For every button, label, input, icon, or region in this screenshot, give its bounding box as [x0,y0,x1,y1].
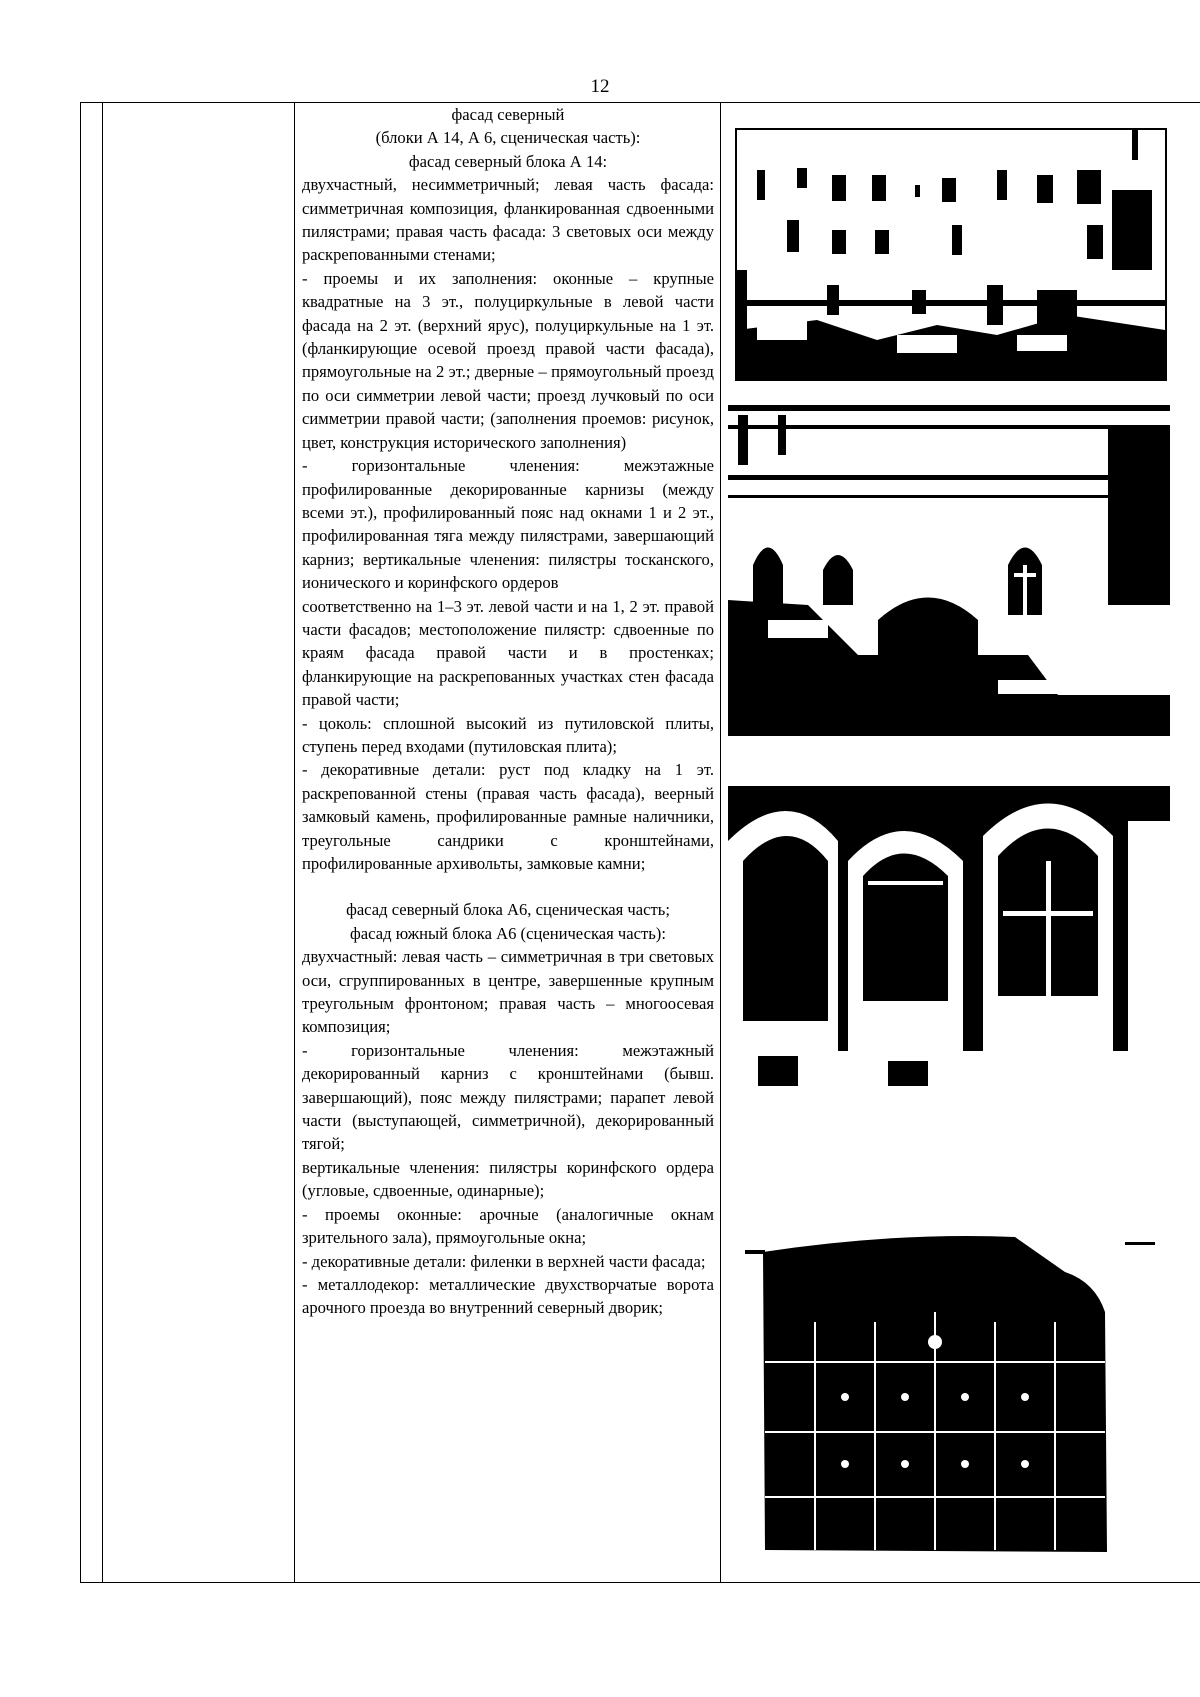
section-heading: фасад северный блока А 14: [408,151,608,171]
paragraph: - металлодекор: металлические двухстворчатые ворота арочного проезда во внутренний северный дворик; [302,1274,714,1318]
paragraph: соответственно на 1–3 эт. левой части и на 1, 2 эт. правой части фасадов; местоположение пилястр: сдвоенные по краям фасада правой части и в простенках; фланкирующие на раскрепованных участках стен фасада правой части; [302,596,714,710]
column-divider [720,102,721,1583]
paragraph: вертикальные членения: пилястры коринфского ордера (угловые, сдвоенные, одинарные); [302,1157,714,1201]
page-number: 12 [590,76,610,97]
facade-photo [735,128,1167,381]
section-heading: фасад северный [451,105,565,124]
paragraph: - горизонтальные членения: межэтажные профилированные декорированные карнизы (между всеми эт.), профилированный пояс над окнами 1 и 2 эт., профилированная тяга между пилястрами, завершающий карниз; вертикальные членения: пилястры тосканского, ионического и коринфского ордеров [302,456,714,593]
column-divider [294,102,295,1583]
section-heading: фасад северный блока А6, сценическая часть; [346,900,670,920]
paragraph: - проемы оконные: арочные (аналогичные окнам зрительного зала), прямоугольные окна; [302,1204,714,1248]
paragraph: - горизонтальные членения: межэтажный декорированный карниз с кронштейнами (бывш. завершающий), пояс между пилястрами; парапет левой части (выступающей, симметричной), декорированный тягой; [302,1040,714,1154]
column-divider [102,102,103,1583]
paragraph: - проемы и их заполнения: оконные – крупные квадратные на 3 эт., полуциркульные в левой части фасада на 2 эт. (верхний ярус), полуциркульные на 1 эт. (фланкирующие осевой проезд правой части фасада), прямоугольные на 2 эт.; дверные – прямоугольный проезд по оси симметрии левой части; проезд лучковый по оси симметрии правой части; (заполнения проемов: рисунок, цвет, конструкция исторического заполнения) [302,268,714,452]
facade-photo [728,761,1170,1092]
facade-photo [728,405,1170,736]
description-cell [302,103,714,1320]
paragraph: двухчастный: левая часть – симметричная в три световых оси, сгруппированных в центре, завершенные крупным треугольным фронтоном; правая часть – многоосевая композиция; [302,947,714,1037]
paragraph: - декоративные детали: руст под кладку на 1 эт. раскрепованной стены (правая часть фасада), веерный замковый камень, профилированные рамные наличники, треугольные сандрики с кронштейнами, профилированные архивольты, замковые камни; [302,760,714,873]
paragraph: - цоколь: сплошной высокий из путиловской плиты, ступень перед входами (путиловская плита); [302,713,714,756]
paragraph: двухчастный, несимметричный; левая часть фасада: симметричная композиция, фланкированная сдвоенными пилястрами; правая часть фасада: 3 световых оси между раскрепованными стенами; [302,175,714,265]
section-heading: (блоки А 14, А 6, сценическая часть): [375,128,641,148]
paragraph: - декоративные детали: филенки в верхней части фасада; [302,1251,706,1271]
gate-photo [745,1232,1170,1562]
section-heading: фасад южный блока А6 (сценическая часть): [350,923,666,943]
